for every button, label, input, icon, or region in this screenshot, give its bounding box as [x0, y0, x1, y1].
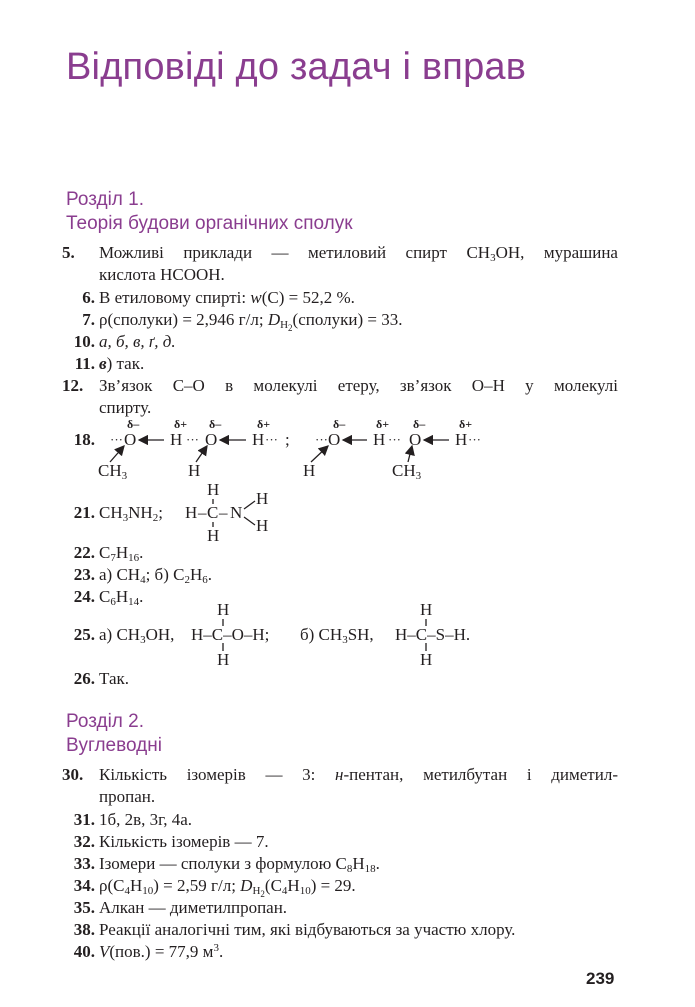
- bond: –: [198, 503, 207, 522]
- answer-31: 31. 1б, 2в, 3г, 4а.: [73, 810, 193, 829]
- answer-12-cont: спирту.: [99, 398, 152, 417]
- atom-o: O: [409, 430, 422, 449]
- answer-11: 11. в) так.: [74, 354, 145, 373]
- delta-plus-label: δ+: [376, 417, 390, 431]
- answer-33: 33. Ізомери — сполуки з формулою $C_8H_{18}$.: [73, 854, 380, 875]
- answer-21: 21. $CH_3NH_2$;: [73, 503, 163, 524]
- answer-35: 35. Алкан — диметилпропан.: [73, 898, 288, 917]
- section-2-subheading: Вуглеводні: [66, 735, 162, 756]
- atom-h: H: [420, 600, 433, 619]
- methyl-group: $CH_3$: [392, 461, 422, 482]
- delta-plus-label: δ+: [174, 417, 188, 431]
- delta-plus-label: δ+: [459, 417, 473, 431]
- answer-10: 10. а, б, в, ґ, д.: [73, 332, 176, 351]
- answer-5-cont: кислота HCOOH.: [99, 265, 225, 284]
- answer-34: 34. $\rho(C_4H_{10}) = 2,59$ г/л; $D_{H_2}(C_4H_{10}) = 29$.: [73, 876, 356, 899]
- answer-5: 5. Можливі приклади — метиловий спирт $CH_3OH$, мурашина: [62, 243, 618, 264]
- answer-6: 6. В етиловому спирті: w(C) = 52,2 %.: [82, 288, 355, 307]
- answer-25-b: б) $CH_3SH$,: [300, 625, 374, 646]
- atom-h: H: [185, 503, 198, 522]
- atom-h: H: [170, 430, 183, 449]
- answer-38: 38. Реакції аналогічні тим, які відбуваються за участю хлору.: [73, 920, 516, 939]
- dots: ···: [110, 432, 123, 447]
- dots: ···: [315, 432, 328, 447]
- delta-minus-label: δ–: [413, 417, 426, 431]
- atom-h: H: [188, 461, 201, 480]
- semicolon: ;: [285, 430, 290, 449]
- atom-n: N: [230, 503, 243, 522]
- delta-minus-label: δ–: [127, 417, 140, 431]
- atom-h: H: [256, 516, 269, 535]
- atom-o: O: [205, 430, 218, 449]
- section-2-heading: Розділ 2.: [66, 711, 145, 732]
- answer-18-number: 18.: [73, 430, 95, 449]
- delta-plus-label: δ+: [257, 417, 271, 431]
- atom-h: H: [256, 489, 269, 508]
- atom-h: H: [455, 430, 468, 449]
- bond: –: [219, 503, 228, 522]
- answer-22: 22. $C_7H_{16}$.: [73, 543, 144, 564]
- atom-h: H: [420, 650, 433, 669]
- dots: ···: [468, 432, 481, 447]
- atom-h: H: [217, 600, 230, 619]
- page-title: Відповіді до задач і вправ: [66, 46, 527, 88]
- atom-h: H: [207, 526, 220, 545]
- answer-12: 12. Зв’язок С–О в молекулі етеру, зв’язок О–Н у молекулі: [62, 376, 618, 395]
- answer-7: 7. ρ(сполуки) = 2,946 г/л; $D_{H_2}(сполуки) = 33$.: [82, 310, 403, 333]
- formula-chain: H–C–O–H;: [191, 625, 270, 644]
- answer-25: 25. а) $CH_3OH$,: [73, 625, 175, 646]
- formula-chain: H–C–S–H.: [395, 625, 471, 644]
- delta-minus-label: δ–: [333, 417, 346, 431]
- answer-40: 40. V(пов.) = 77,9 $м^3$.: [73, 942, 224, 961]
- answer-24: 24. $C_6H_{14}$.: [73, 587, 144, 608]
- section-1-subheading: Теорія будови органічних сполук: [66, 213, 353, 234]
- page-number: 239: [586, 969, 615, 988]
- dots: ···: [186, 432, 199, 447]
- atom-o: O: [124, 430, 137, 449]
- answer-32: 32. Кількість ізомерів — 7.: [73, 832, 269, 851]
- methyl-group: $CH_3$: [98, 461, 128, 482]
- answer-23: 23. а) $CH_4$; б) $C_2H_6$.: [73, 565, 212, 586]
- atom-h: H: [303, 461, 316, 480]
- dots: ···: [388, 432, 401, 447]
- section-1-heading: Розділ 1.: [66, 189, 145, 210]
- answer-30-cont: пропан.: [99, 787, 156, 806]
- dots: ···: [265, 432, 278, 447]
- delta-minus-label: δ–: [209, 417, 222, 431]
- atom-h: H: [373, 430, 386, 449]
- atom-h: H: [252, 430, 265, 449]
- answer-30: 30. Кількість ізомерів — 3: н-пентан, метилбутан і диметил-: [62, 765, 618, 784]
- answer-26: 26. Так.: [73, 669, 130, 688]
- atom-h: H: [217, 650, 230, 669]
- atom-c: C: [207, 503, 219, 522]
- atom-o: O: [328, 430, 341, 449]
- atom-h: H: [207, 480, 220, 499]
